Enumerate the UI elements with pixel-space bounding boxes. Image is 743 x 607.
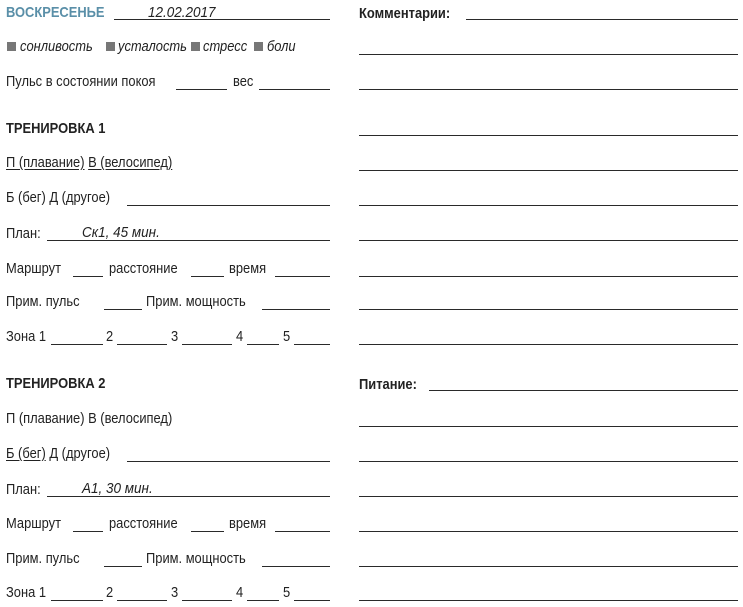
- resting-pulse-line[interactable]: [176, 89, 227, 90]
- swim-option[interactable]: П (плавание): [6, 410, 85, 427]
- workout-2-title: ТРЕНИРОВКА 2: [6, 375, 106, 392]
- zone-5-label: 5: [283, 584, 291, 601]
- time-label: время: [229, 515, 267, 532]
- nutrition-line[interactable]: [359, 566, 738, 567]
- nutrition-line[interactable]: [359, 426, 738, 427]
- run-option[interactable]: Б (бег): [6, 189, 46, 206]
- date-value: 12.02.2017: [148, 4, 216, 21]
- workout-1-sport-row-2: [6, 189, 110, 207]
- approx-pulse-label: Прим. пульс: [6, 293, 80, 310]
- zone-5-line[interactable]: [294, 344, 330, 345]
- checkbox-square[interactable]: [254, 42, 263, 51]
- workout-2-sport-row: [6, 410, 172, 428]
- route-label: Маршрут: [6, 260, 61, 277]
- date-line[interactable]: [114, 19, 330, 20]
- approx-power-label: Прим. мощность: [146, 293, 246, 310]
- zone-2-line[interactable]: [117, 600, 167, 601]
- workout-1-title: ТРЕНИРОВКА 1: [6, 120, 106, 137]
- zone-1-label: Зона 1: [6, 328, 47, 345]
- route-line[interactable]: [73, 276, 103, 277]
- plan-label: План:: [6, 481, 41, 498]
- plan-line[interactable]: [47, 240, 330, 241]
- distance-label: расстояние: [109, 260, 178, 277]
- zone-2-label: 2: [106, 584, 114, 601]
- zone-1-line[interactable]: [51, 344, 103, 345]
- comment-line[interactable]: [359, 309, 738, 310]
- swim-option[interactable]: П (плавание): [6, 154, 85, 171]
- zone-1-label: Зона 1: [6, 584, 47, 601]
- plan-value: Ск1, 45 мин.: [82, 224, 160, 241]
- other-line[interactable]: [127, 461, 330, 462]
- comment-line[interactable]: [359, 54, 738, 55]
- other-option[interactable]: Д (другое): [49, 189, 111, 206]
- time-line[interactable]: [275, 531, 330, 532]
- weight-label: вес: [233, 73, 254, 90]
- run-option[interactable]: Б (бег): [6, 445, 46, 462]
- resting-pulse-label: Пульс в состоянии покоя: [6, 73, 156, 90]
- approx-pulse-line[interactable]: [104, 309, 142, 310]
- nutrition-line[interactable]: [359, 461, 738, 462]
- status-fatigue: усталость: [118, 38, 187, 55]
- approx-power-line[interactable]: [262, 309, 330, 310]
- zone-3-line[interactable]: [182, 344, 232, 345]
- checkbox-square[interactable]: [191, 42, 200, 51]
- plan-label: План:: [6, 225, 41, 242]
- comment-line[interactable]: [359, 240, 738, 241]
- comment-line[interactable]: [359, 205, 738, 206]
- workout-2-sport-row-2: [6, 445, 110, 463]
- zone-1-line[interactable]: [51, 600, 103, 601]
- distance-line[interactable]: [191, 531, 224, 532]
- nutrition-line[interactable]: [359, 600, 738, 601]
- approx-pulse-line[interactable]: [104, 566, 142, 567]
- plan-value: А1, 30 мин.: [82, 480, 153, 497]
- workout-1-sport-row: [6, 154, 172, 172]
- comment-line[interactable]: [359, 89, 738, 90]
- zone-4-line[interactable]: [247, 600, 279, 601]
- plan-line[interactable]: [47, 496, 330, 497]
- bike-option[interactable]: В (велосипед): [88, 410, 173, 427]
- zone-4-label: 4: [236, 584, 244, 601]
- zone-2-line[interactable]: [117, 344, 167, 345]
- zone-3-line[interactable]: [182, 600, 232, 601]
- nutrition-line[interactable]: [359, 531, 738, 532]
- approx-pulse-label: Прим. пульс: [6, 550, 80, 567]
- nutrition-label: Питание:: [359, 376, 417, 393]
- zone-3-label: 3: [171, 328, 179, 345]
- bike-option[interactable]: В (велосипед): [88, 154, 173, 171]
- checkbox-square[interactable]: [106, 42, 115, 51]
- route-label: Маршрут: [6, 515, 61, 532]
- status-stress: стресс: [203, 38, 248, 55]
- zone-5-line[interactable]: [294, 600, 330, 601]
- checkbox-square[interactable]: [7, 42, 16, 51]
- distance-line[interactable]: [191, 276, 224, 277]
- other-line[interactable]: [127, 205, 330, 206]
- zone-4-line[interactable]: [247, 344, 279, 345]
- time-line[interactable]: [275, 276, 330, 277]
- zone-2-label: 2: [106, 328, 114, 345]
- comments-line[interactable]: [466, 19, 738, 20]
- approx-power-label: Прим. мощность: [146, 550, 246, 567]
- day-title: ВОСКРЕСЕНЬЕ: [6, 4, 105, 21]
- zone-3-label: 3: [171, 584, 179, 601]
- comment-line[interactable]: [359, 276, 738, 277]
- approx-power-line[interactable]: [262, 566, 330, 567]
- nutrition-line[interactable]: [359, 496, 738, 497]
- distance-label: расстояние: [109, 515, 178, 532]
- status-sleepiness: сонливость: [20, 38, 93, 55]
- comment-line[interactable]: [359, 135, 738, 136]
- route-line[interactable]: [73, 531, 103, 532]
- status-pain: боли: [267, 38, 296, 55]
- nutrition-line[interactable]: [429, 390, 738, 391]
- comments-label: Комментарии:: [359, 5, 451, 22]
- weight-line[interactable]: [259, 89, 330, 90]
- zone-5-label: 5: [283, 328, 291, 345]
- zone-4-label: 4: [236, 328, 244, 345]
- comment-line[interactable]: [359, 344, 738, 345]
- other-option[interactable]: Д (другое): [49, 445, 111, 462]
- time-label: время: [229, 260, 267, 277]
- comment-line[interactable]: [359, 170, 738, 171]
